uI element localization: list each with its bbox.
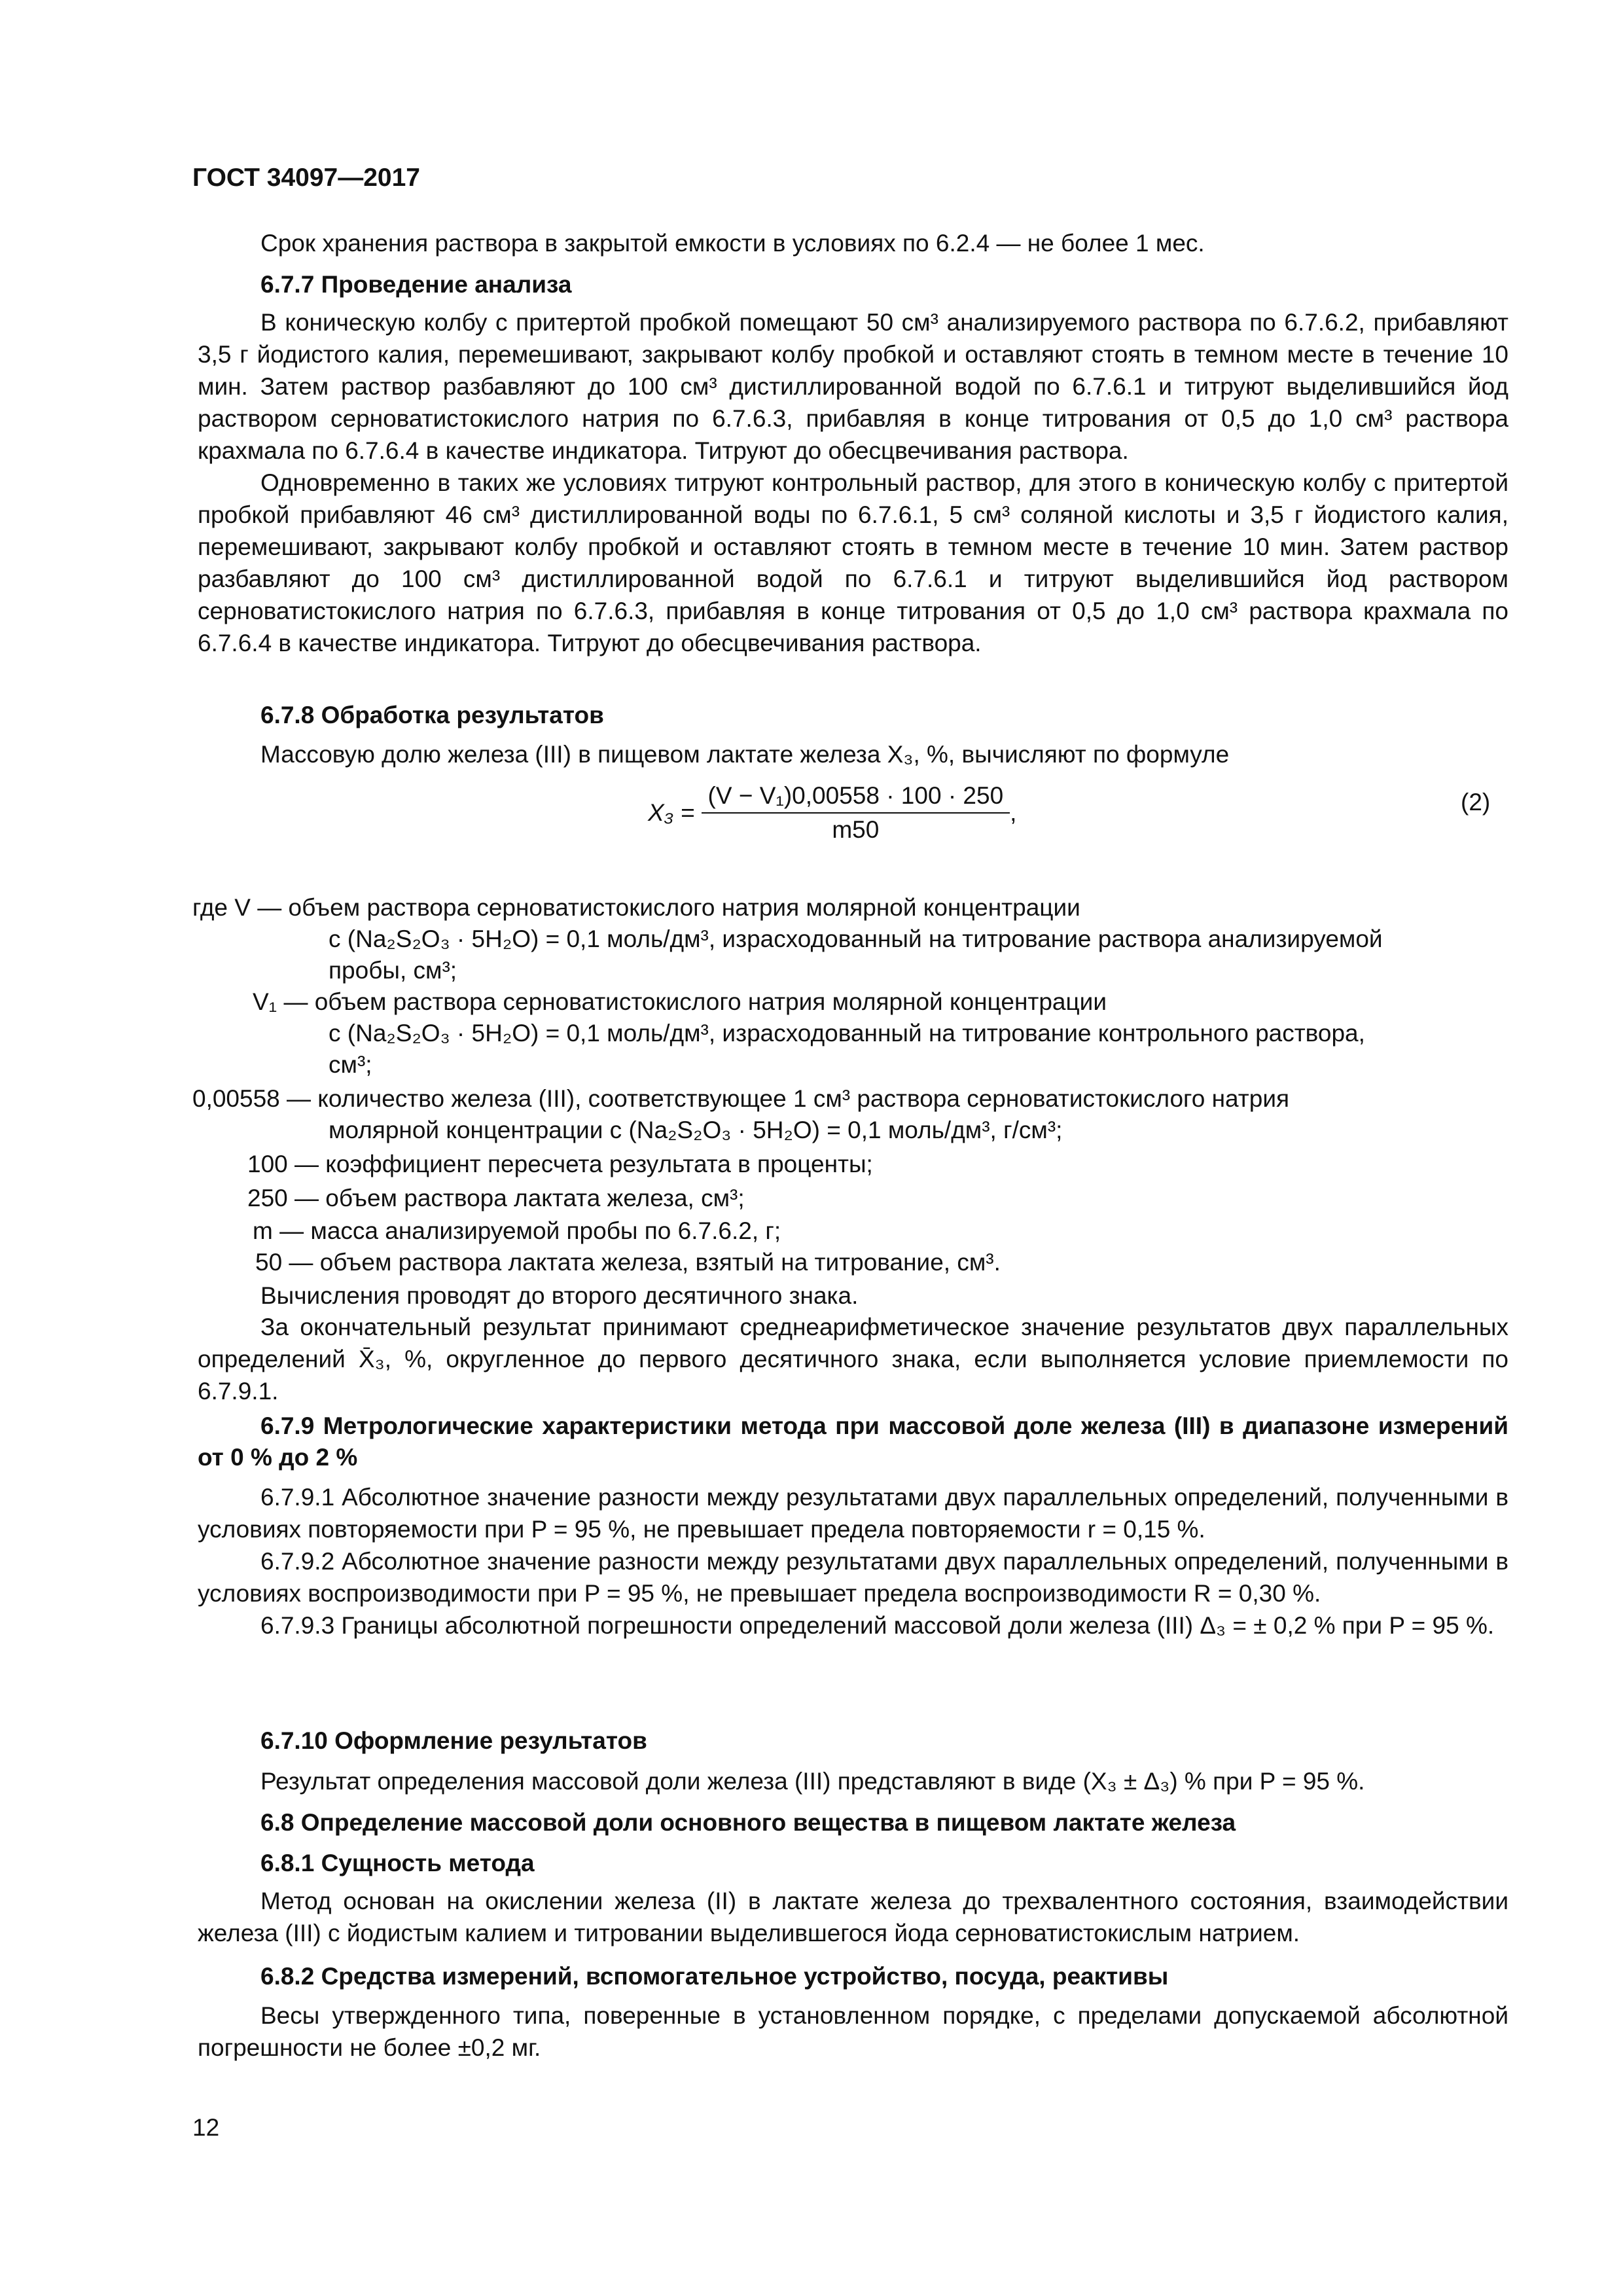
section-6-7-9	[198, 1410, 1508, 1641]
where-m: m — масса анализируемой пробы по 6.7.6.2, г;	[253, 1217, 781, 1244]
section-6-7-9-heading: 6.7.9 Метрологические характеристики метода при массовой доле железа (III) в диапазоне измерений от 0 % до 2 %	[198, 1412, 1508, 1471]
paragraph-analysis: В коническую колбу с притертой пробкой помещают 50 см³ анализируемого раствора по 6.7.6.2, прибавляют 3,5 г йодистого калия, перемешивают, закрывают колбу пробкой и оставляют стоять в темном месте в течение 10 мин. Затем раствор разбавляют до 100 см³ дистиллированной водой по 6.7.6.1 и титруют выделившийся йод раствором серноватистокислого натрия по 6.7.6.3, прибавляя в конце титрования от 0,5 до 1,0 см³ раствора крахмала по 6.7.6.4 в качестве индикатора. Титруют до обесцвечивания раствора.	[198, 309, 1508, 464]
section-6-7-7-heading: 6.7.7 Проведение анализа	[260, 271, 572, 298]
section-6-8-2-heading: 6.8.2 Средства измерений, вспомогательное устройство, посуда, реактивы	[260, 1963, 1169, 1990]
calc-precision: Вычисления проводят до второго десятичного знака.	[260, 1282, 859, 1309]
where-v1-line1: V₁ — объем раствора серноватистокислого натрия молярной концентрации	[253, 988, 1107, 1015]
paragraph-6-7-9-1: 6.7.9.1 Абсолютное значение разности между результатами двух параллельных определений, полученными в условиях повторяемости при P = 95 %, не превышает предела повторяемости r = 0,15 %.	[198, 1484, 1508, 1543]
page-number: 12	[192, 2114, 220, 2141]
formula-lhs: X₃ =	[648, 799, 695, 826]
section-6-7-7-body	[198, 306, 1508, 659]
formula-denominator: m50	[832, 816, 880, 843]
section-6-7-8-heading: 6.7.8 Обработка результатов	[260, 702, 604, 728]
paragraph-control: Одновременно в таких же условиях титруют контрольный раствор, для этого в коническую колбу с притертой пробкой прибавляют 46 см³ дистиллированной воды по 6.7.6.1, 5 см³ соляной кислоты и 3,5 г йодистого калия, перемешивают, закрывают колбу пробкой и оставляют стоять в темном месте в течение 10 мин. Затем раствор разбавляют до 100 см³ дистиллированной водой по 6.7.6.1 и титруют выделившийся йод раствором серноватистокислого натрия по 6.7.6.3, прибавляя в конце титрования от 0,5 до 1,0 см³ раствора крахмала по 6.7.6.4 в качестве индикатора. Титруют до обесцвечивания раствора.	[198, 469, 1508, 656]
where-v-line1: где V — объем раствора серноватистокислого натрия молярной концентрации	[192, 894, 1080, 921]
section-6-7-10-heading: 6.7.10 Оформление результатов	[260, 1727, 647, 1754]
where-v1-line3: см³;	[329, 1051, 372, 1078]
section-6-8-1-heading: 6.8.1 Сущность метода	[260, 1850, 535, 1876]
paragraph-final-result: За окончательный результат принимают среднеарифметическое значение результатов двух параллельных определений X̄₃, %, округленное до первого десятичного знака, если выполняется условие приемлемости по 6.7.9.1.	[198, 1314, 1508, 1405]
section-6-8-heading: 6.8 Определение массовой доли основного вещества в пищевом лактате железа	[260, 1809, 1236, 1836]
formula-numerator: (V − V₁)0,00558 · 100 · 250	[702, 782, 1010, 814]
formula-intro: Массовую долю железа (III) в пищевом лактате железа X₃, %, вычисляют по формуле	[260, 741, 1230, 768]
paragraph-scales: Весы утвержденного типа, поверенные в установленном порядке, с пределами допускаемой абсолютной погрешности не более ±0,2 мг.	[198, 2002, 1508, 2061]
where-coef-line2: молярной концентрации c (Na₂S₂O₃ · 5H₂O) = 0,1 моль/дм³, г/см³;	[329, 1117, 1063, 1143]
where-50: 50 — объем раствора лактата железа, взятый на титрование, см³.	[255, 1249, 1001, 1276]
where-100: 100 — коэффициент пересчета результата в проценты;	[247, 1151, 873, 1177]
storage-line: Срок хранения раствора в закрытой емкости в условиях по 6.2.4 — не более 1 мес.	[260, 230, 1205, 257]
section-6-8-2-body	[198, 2000, 1508, 2064]
final-result-block	[198, 1311, 1508, 1407]
formula-comma: ,	[1010, 799, 1017, 826]
paragraph-6-7-9-2: 6.7.9.2 Абсолютное значение разности между результатами двух параллельных определений, полученными в условиях воспроизводимости при P = 95 %, не превышает предела воспроизводимости R = 0,30 %.	[198, 1548, 1508, 1607]
section-6-8-1-body	[198, 1885, 1508, 1949]
result-presentation: Результат определения массовой доли железа (III) представляют в виде (X₃ ± Δ₃) % при P = 95 %.	[260, 1768, 1365, 1795]
where-250: 250 — объем раствора лактата железа, см³;	[247, 1185, 745, 1211]
document-header: ГОСТ 34097—2017	[192, 164, 420, 192]
where-coef-line1: 0,00558 — количество железа (III), соответствующее 1 см³ раствора серноватистокислого натрия	[192, 1085, 1290, 1112]
formula-fraction	[702, 782, 1010, 844]
where-v-line3: пробы, см³;	[329, 957, 457, 984]
formula-number: (2)	[1461, 789, 1491, 816]
formula-2	[648, 782, 1016, 844]
where-v-line2: c (Na₂S₂O₃ · 5H₂O) = 0,1 моль/дм³, израсходованный на титрование раствора анализируемой	[329, 925, 1383, 952]
where-v1-line2: c (Na₂S₂O₃ · 5H₂O) = 0,1 моль/дм³, израсходованный на титрование контрольного раствора,	[329, 1020, 1365, 1047]
paragraph-6-7-9-3: 6.7.9.3 Границы абсолютной погрешности определений массовой доли железа (III) Δ₃ = ± 0,2 % при P = 95 %.	[260, 1612, 1495, 1639]
paragraph-method-principle: Метод основан на окислении железа (II) в лактате железа до трехвалентного состояния, взаимодействии железа (III) с йодистым калием и титровании выделившегося йода серноватистокислым натрием.	[198, 1888, 1508, 1946]
